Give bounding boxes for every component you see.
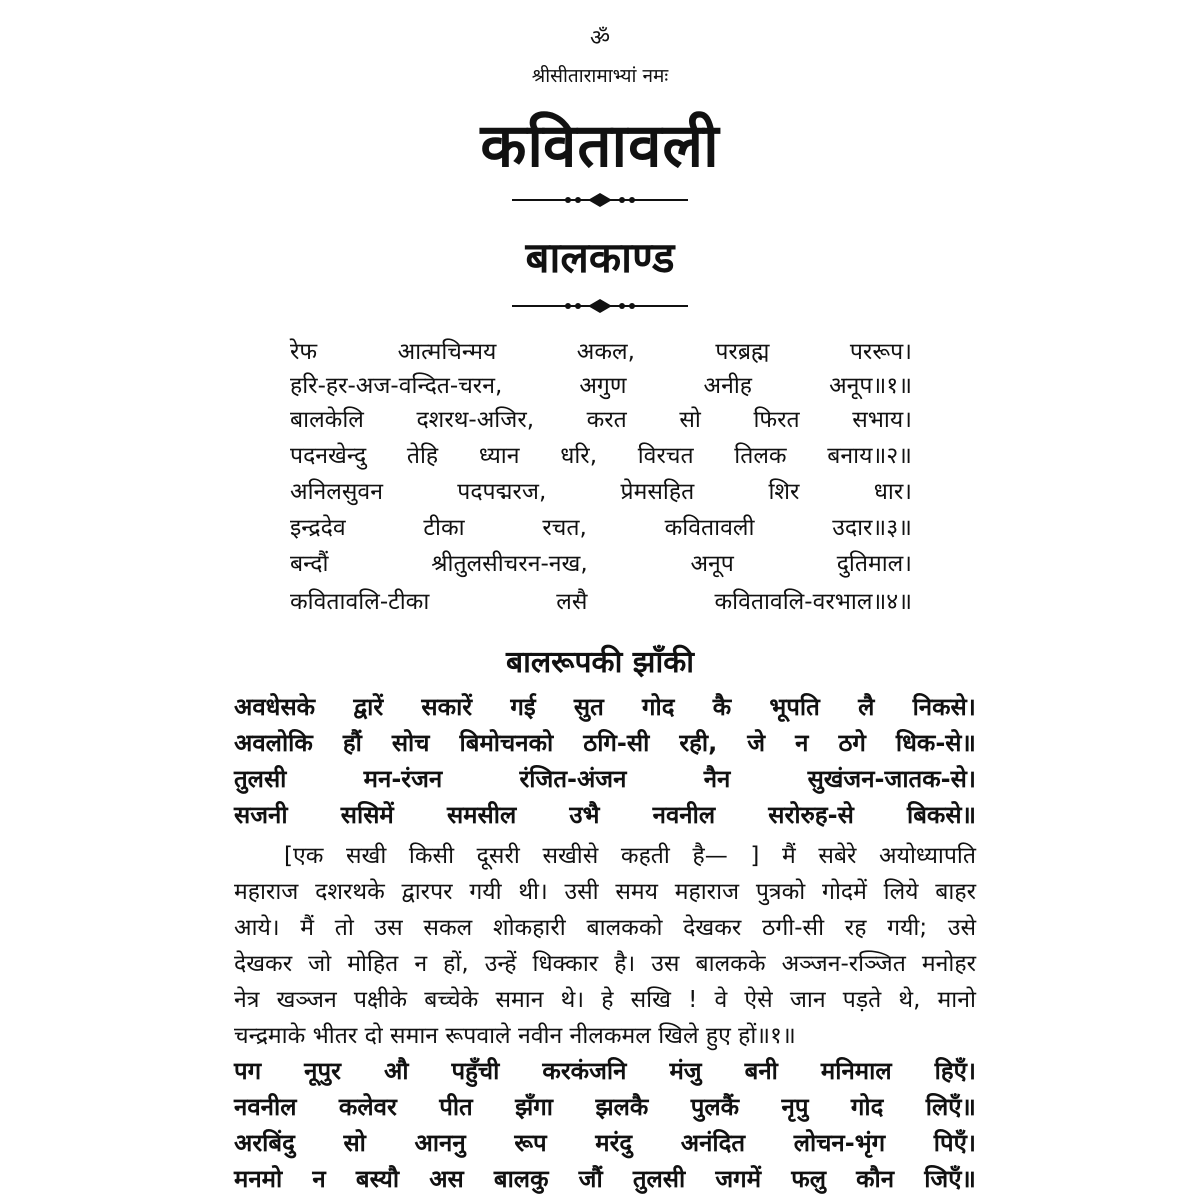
prose-line: आये। मैं तो उस सकल शोकहारी बालकको देखकर ठगी-सी रह गयी; उसे bbox=[234, 915, 976, 941]
prose-line: [एक सखी किसी दूसरी सखीसे कहती है— ] मैं सबेरे अयोध्यापति bbox=[284, 843, 976, 869]
om-symbol: ॐ bbox=[589, 26, 611, 51]
intro-verse-line: अनिलसुवन पदपद्मरज, प्रेमसहित शिर धार। bbox=[290, 479, 912, 505]
ornament-divider-bottom bbox=[512, 298, 688, 314]
intro-verse-line: बन्दौं श्रीतुलसीचरन-नख, अनूप दुतिमाल। bbox=[290, 551, 912, 577]
ornament-divider-top bbox=[512, 192, 688, 208]
invocation-line: श्रीसीतारामाभ्यां नमः bbox=[531, 65, 669, 87]
section-heading: बालरूपकी झाँकी bbox=[505, 645, 695, 680]
intro-verse-line: रेफ आत्मचिन्मय अकल, परब्रह्म पररूप। bbox=[290, 339, 912, 365]
stanza-line: अरबिंदु सो आननु रूप मरंदु अनंदित लोचन-भृंग पिएँ। bbox=[234, 1129, 976, 1157]
intro-verse-line: हरि-हर-अज-वन्दित-चरन, अगुण अनीह अनूप॥१॥ bbox=[290, 373, 912, 399]
stanza-line: अवलोकि हौं सोच बिमोचनको ठगि-सी रही, जे न ठगे धिक-से॥ bbox=[234, 729, 976, 757]
stanza-line: नवनील कलेवर पीत झँगा झलकै पुलकैं नृपु गोद लिएँ॥ bbox=[234, 1093, 976, 1121]
prose-line: महाराज दशरथके द्वारपर गयी थी। उसी समय महाराज पुत्रको गोदमें लिये बाहर bbox=[234, 879, 976, 905]
stanza-line: मनमो न बस्यौ अस बालकु जौं तुलसी जगमें फलु कौन जिएँ॥ bbox=[234, 1165, 976, 1193]
stanza-line: अवधेसके द्वारें सकारें गई सुत गोद कै भूपति लै निकसे। bbox=[234, 693, 976, 721]
prose-line: देखकर जो मोहित न हों, उन्हें धिक्कार है। उस बालकके अञ्जन-रञ्जित मनोहर bbox=[234, 951, 976, 977]
prose-line: चन्द्रमाके भीतर दो समान रूपवाले नवीन नीलकमल खिले हुए हों॥१॥ bbox=[234, 1023, 796, 1049]
stanza-line: पग नूपुर औ पहुँची करकंजनि मंजु बनी मनिमाल हिएँ। bbox=[234, 1057, 976, 1085]
book-title: कवितावली bbox=[480, 111, 720, 181]
intro-verse-line: इन्द्रदेव टीका रचत, कवितावली उदार॥३॥ bbox=[290, 515, 912, 541]
intro-verse-line: कवितावलि-टीका लसै कवितावलि-वरभाल॥४॥ bbox=[290, 589, 912, 615]
prose-line: नेत्र खञ्जन पक्षीके बच्चेके समान थे। हे सखि ! वे ऐसे जान पड़ते थे, मानो bbox=[234, 987, 976, 1013]
stanza-line: तुलसी मन-रंजन रंजित-अंजन नैन सुखंजन-जातक-से। bbox=[234, 765, 976, 793]
intro-verse-line: पदनखेन्दु तेहि ध्यान धरि, विरचत तिलक बनाय॥२॥ bbox=[290, 443, 912, 469]
chapter-title: बालकाण्ड bbox=[525, 233, 675, 282]
intro-verse-line: बालकेलि दशरथ-अजिर, करत सो फिरत सभाय। bbox=[290, 407, 912, 433]
stanza-line: सजनी ससिमें समसील उभै नवनील सरोरुह-से बिकसे॥ bbox=[234, 801, 976, 829]
